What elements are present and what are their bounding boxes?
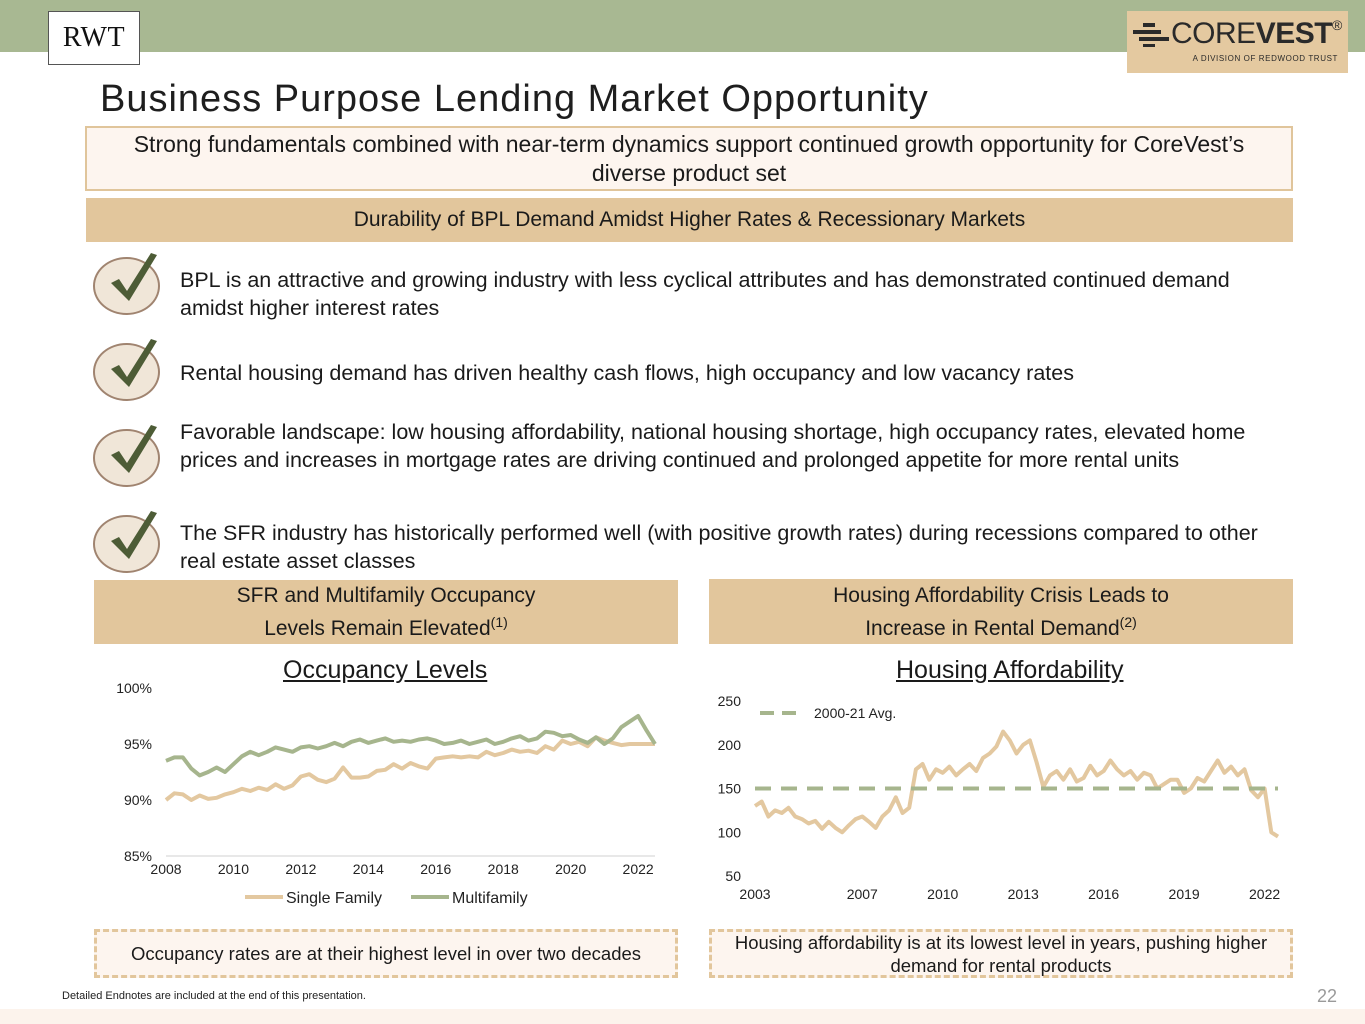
left-panel-heading (94, 580, 678, 644)
right-heading-line2: Increase in Rental Demand (865, 616, 1120, 640)
x-tick-label: 2019 (1168, 886, 1200, 902)
x-tick-label: 2007 (846, 886, 878, 902)
series-line-multifamily (166, 716, 655, 775)
x-tick-label: 2012 (285, 861, 317, 877)
left-heading-line2: Levels Remain Elevated (264, 617, 491, 640)
affordability-chart (700, 685, 1300, 925)
checkmark-icon (93, 429, 160, 487)
rwt-logo: RWT (48, 11, 140, 65)
right-panel-heading (709, 579, 1293, 644)
y-tick-label: 85% (123, 848, 152, 864)
page-title: Business Purpose Lending Market Opportunity (100, 78, 929, 120)
footer-strip (0, 1009, 1365, 1024)
x-tick-label: 2022 (622, 861, 654, 877)
bullet-point: The SFR industry has historically performed well (with positive growth rates) during recessions compared to other real estate asset classes (180, 521, 1258, 573)
chart-title-affordability: Housing Affordability (896, 656, 1124, 684)
x-tick-label: 2016 (1088, 886, 1120, 902)
x-tick-label: 2008 (150, 861, 182, 877)
x-tick-label: 2016 (420, 861, 452, 877)
bullet-point: Rental housing demand has driven healthy cash flows, high occupancy and low vacancy rates (180, 361, 1074, 385)
left-heading-line1: SFR and Multifamily Occupancy (236, 584, 536, 607)
subtitle-text: Strong fundamentals combined with near-term dynamics support continued growth opportunity for CoreVest’s diverse product set (133, 130, 1245, 186)
right-heading-line2-wrap (865, 609, 1137, 642)
y-tick-label: 100 (717, 824, 741, 841)
legend-label: Single Family (286, 890, 383, 907)
bullet-point: BPL is an attractive and growing industry with less cyclical attributes and has demonstrated continued demand amidst higher interest rates (180, 268, 1230, 320)
corevest-wordmark: COREVEST® (1171, 17, 1342, 50)
x-tick-label: 2020 (555, 861, 587, 877)
x-tick-label: 2022 (1249, 886, 1281, 902)
x-tick-label: 2013 (1007, 886, 1039, 902)
checkmark-icon (93, 343, 160, 401)
y-tick-label: 100% (116, 680, 152, 696)
affordability-line (755, 732, 1278, 837)
x-tick-label: 2010 (927, 886, 959, 902)
footnote-ref: (2) (1119, 613, 1137, 630)
corevest-mark-icon (1133, 23, 1169, 47)
bullet-point: Favorable landscape: low housing affordability, national housing shortage, high occupancy rates, elevated home prices and increases in mortgage rates are driving continued and prolonged appetite for more rental units (180, 420, 1246, 472)
footnote-ref: (1) (490, 614, 508, 630)
y-tick-label: 50 (725, 868, 741, 884)
left-callout-text: Occupancy rates are at their highest level in over two decades (130, 943, 642, 964)
left-heading-line2-wrap (264, 609, 508, 642)
y-tick-label: 250 (717, 693, 741, 709)
x-tick-label: 2018 (487, 861, 519, 877)
y-tick-label: 90% (123, 792, 152, 808)
y-tick-label: 95% (123, 736, 152, 752)
x-tick-label: 2014 (352, 861, 384, 877)
x-tick-label: 2003 (739, 886, 771, 902)
right-heading-line1: Housing Affordability Crisis Leads to (833, 583, 1169, 607)
corevest-logo (1127, 11, 1348, 73)
subtitle-box (85, 126, 1293, 191)
y-tick-label: 200 (717, 736, 741, 753)
right-callout-text: Housing affordability is at its lowest level in years, pushing higher demand for rental products (734, 931, 1268, 976)
corevest-tagline: A DIVISION OF REDWOOD TRUST (1192, 54, 1338, 63)
y-tick-label: 150 (717, 780, 741, 797)
endnotes-note: Detailed Endnotes are included at the end of this presentation. (62, 990, 366, 1002)
series-line-single-family (166, 737, 655, 800)
section-heading (86, 198, 1293, 242)
legend-label: Multifamily (452, 890, 528, 907)
page-number: 22 (1317, 986, 1338, 1006)
occupancy-chart (90, 675, 690, 915)
section-heading-text: Durability of BPL Demand Amidst Higher Rates & Recessionary Markets (353, 208, 1026, 231)
legend-label: 2000-21 Avg. (814, 705, 897, 721)
x-tick-label: 2010 (217, 861, 250, 877)
left-callout (94, 929, 678, 978)
right-callout (709, 929, 1293, 978)
chart-title-occupancy: Occupancy Levels (283, 656, 488, 684)
checkmark-icon (93, 257, 160, 315)
checkmark-icon (93, 515, 160, 573)
